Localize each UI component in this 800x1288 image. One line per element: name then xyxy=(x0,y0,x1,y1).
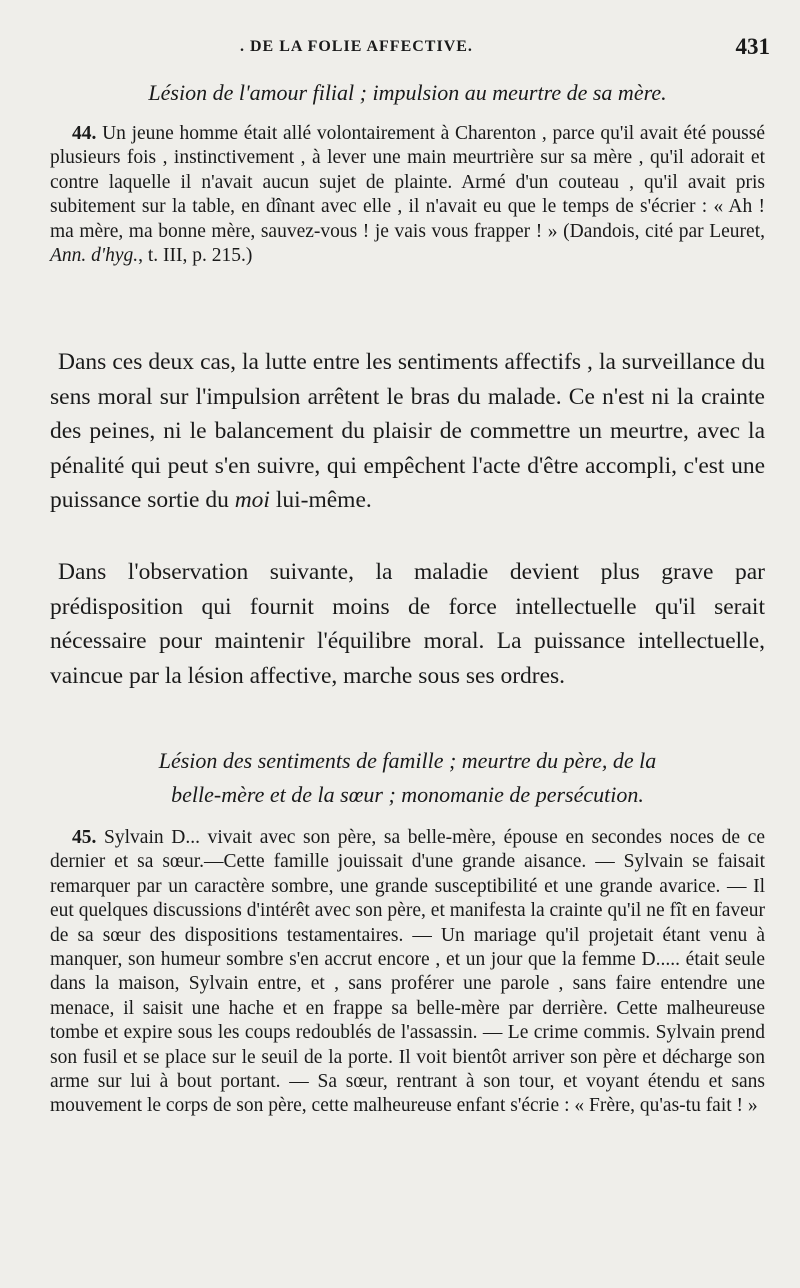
heading-amour-filial: Lésion de l'amour filial ; impulsion au meurtre de sa mère. xyxy=(148,80,667,105)
case-number-44: 44. xyxy=(72,123,97,144)
para1-italic: moi xyxy=(234,487,270,513)
case-number-45: 45. xyxy=(72,827,97,848)
commentary-paragraph-2 xyxy=(50,555,765,693)
case-45-text xyxy=(50,826,765,1119)
heading2-line2: belle-mère et de la sœur ; monomanie de persécution. xyxy=(171,782,644,807)
case-45 xyxy=(50,826,765,1119)
section-heading-2 xyxy=(50,744,765,812)
running-head: . DE LA FOLIE AFFECTIVE. xyxy=(240,38,473,55)
paragraph-lutte xyxy=(50,345,765,518)
case-44-text xyxy=(50,122,765,268)
section-heading-1 xyxy=(50,80,765,106)
heading2-line1: Lésion des sentiments de famille ; meurtre du père, de la xyxy=(158,748,657,773)
page-header xyxy=(0,34,800,68)
case-44 xyxy=(50,122,765,268)
para1-after: lui-même. xyxy=(275,487,372,513)
paragraph-observation: Dans l'observation suivante, la maladie devient plus grave par prédisposition qui fournit moins de force intellectuelle qu'il serait nécessaire pour maintenir l'équilibre moral. La puissance intellectuelle, vaincue par la lésion affective, marche sous ses ordres. xyxy=(50,559,765,689)
citation-tail: , t. III, p. 215.) xyxy=(138,245,253,267)
para1-before: Dans ces deux cas, la lutte entre les sentiments affectifs , la surveillance du sens moral sur l'impulsion arrêtent le bras du malade. Ce n'est ni la crainte des peines, ni le balancement du plaisir de commettre un meurtre, avec la pénalité qui peut s'en suivre, qui empêchent l'acte d'être accompli, c'est une puissance sortie du xyxy=(50,349,765,513)
commentary-paragraph-1 xyxy=(50,345,765,518)
citation-journal: Ann. d'hyg. xyxy=(50,245,139,267)
page-number: 431 xyxy=(735,34,770,59)
heading-sentiments-famille xyxy=(50,744,765,812)
case-45-body: Sylvain D... vivait avec son père, sa belle-mère, épouse en secondes noces de ce dernier et sa sœur.—Cette famille jouissait d'une grande aisance. — Sylvain se faisait remarquer par un caractère sombre, une grande susceptibilité et une grande avarice. — Il eut quelques discussions d'intérêt avec son père, et manifesta la crainte qu'il ne fît en faveur de sa sœur des dispositions testamentaires. — Un mariage qu'il projetait étant venu à manquer, son humeur sombre s'en accrut encore , et un jour que la femme D..... était seule dans la maison, Sylvain entre, et , sans proférer une parole , sans faire entendre une menace, il saisit une hache et en frappe sa belle-mère par derrière. Cette malheureuse tombe et expire sous les coups redoublés de l'assassin. — Le crime commis. Sylvain prend son fusil et se place sur le seuil de la porte. Il voit bientôt arriver son père et décharge son arme sur lui à bout portant. — Sa sœur, rentrant à son tour, et voyant étendu et sans mouvement le corps de son père, cette malheureuse enfant s'écrie : « Frère, qu'as-tu fait ! » xyxy=(50,827,765,1117)
case-44-body: Un jeune homme était allé volontairement à Charenton , parce qu'il avait été poussé plusieurs fois , instinctivement , à lever une main meurtrière sur sa mère , qu'il adorait et contre laquelle il n'avait aucun sujet de plainte. Armé d'un couteau , qu'il avait pris subitement sur la table, en dînant avec elle , il n'avait eu que le temps de s'écrier : « Ah ! ma mère, ma bonne mère, sauvez-vous ! je vais vous frapper ! » (Dandois, cité par Leuret, xyxy=(50,123,766,242)
